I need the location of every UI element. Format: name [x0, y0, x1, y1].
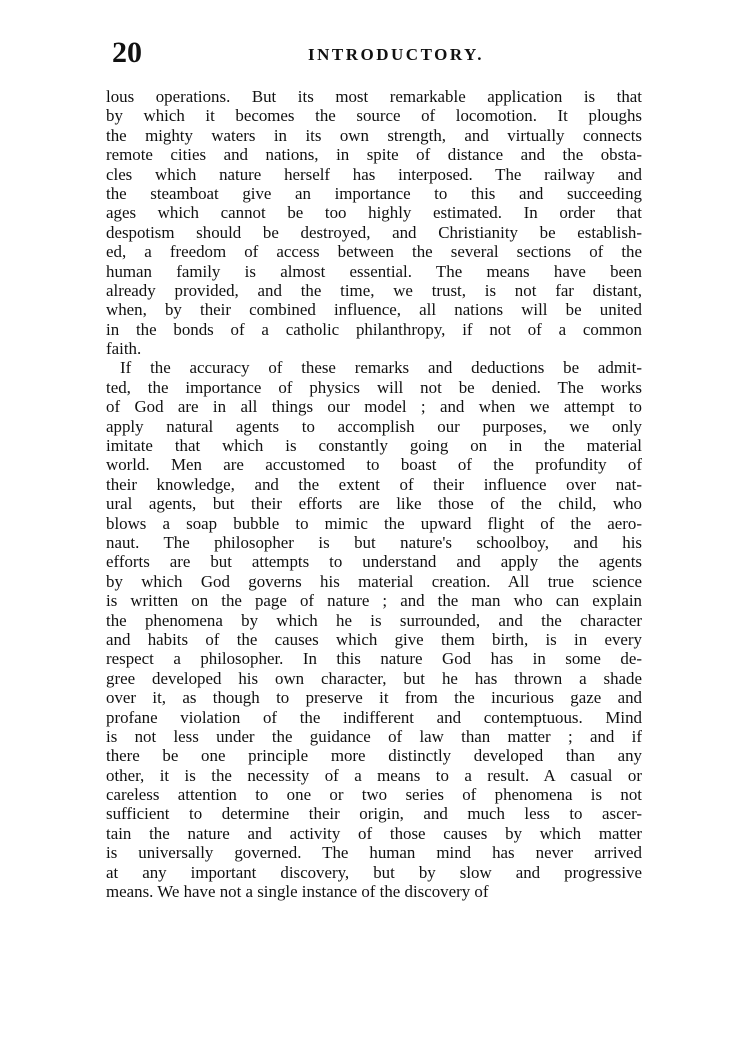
text-line: the phenomena by which he is surrounded, and the character [106, 610, 642, 630]
text-line: sufficient to determine their origin, and much less to ascer- [106, 804, 642, 824]
text-line: despotism should be destroyed, and Christianity be establish- [106, 222, 642, 242]
text-line: in the bonds of a catholic philanthropy, if not of a common [106, 319, 642, 339]
text-line: ages which cannot be too highly estimated. In order that [106, 203, 642, 223]
text-line: at any important discovery, but by slow and progressive [106, 862, 642, 882]
text-line: blows a soap bubble to mimic the upward flight of the aero- [106, 513, 642, 533]
text-line: human family is almost essential. The means have been [106, 261, 642, 281]
text-line: cles which nature herself has interposed. The railway and [106, 164, 642, 184]
text-line: already provided, and the time, we trust, is not far distant, [106, 280, 642, 300]
paragraph [106, 358, 642, 901]
text-line: is universally governed. The human mind has never arrived [106, 843, 642, 863]
text-line: and habits of the causes which give them birth, is in every [106, 629, 642, 649]
text-line: when, by their combined influence, all nations will be united [106, 300, 642, 320]
paragraph [106, 87, 642, 358]
text-line: apply natural agents to accomplish our purposes, we only [106, 416, 642, 436]
text-line: the mighty waters in its own strength, and virtually connects [106, 125, 642, 145]
text-line: tain the nature and activity of those causes by which matter [106, 823, 642, 843]
text-line: ted, the importance of physics will not be denied. The works [106, 377, 642, 397]
text-line: imitate that which is constantly going on in the material [106, 436, 642, 456]
page-header [106, 36, 646, 76]
page-number: 20 [112, 36, 142, 69]
text-line: naut. The philosopher is but nature's schoolboy, and his [106, 532, 642, 552]
paragraph-container [106, 87, 642, 901]
text-line: world. Men are accustomed to boast of the profundity of [106, 455, 642, 475]
text-line: there be one principle more distinctly developed than any [106, 746, 642, 766]
text-line: by which God governs his material creation. All true science [106, 571, 642, 591]
text-line: gree developed his own character, but he has thrown a shade [106, 668, 642, 688]
text-line: ed, a freedom of access between the several sections of the [106, 242, 642, 262]
text-line: the steamboat give an importance to this and succeeding [106, 183, 642, 203]
text-line: lous operations. But its most remarkable application is that [106, 87, 642, 106]
running-head: INTRODUCTORY. [308, 45, 484, 64]
text-line: remote cities and nations, in spite of distance and the obsta- [106, 145, 642, 165]
text-line: over it, as though to preserve it from the incurious gaze and [106, 688, 642, 708]
text-line: careless attention to one or two series of phenomena is not [106, 785, 642, 805]
text-line: of God are in all things our model ; and when we attempt to [106, 397, 642, 417]
text-line: faith. [106, 339, 142, 359]
text-line: is written on the page of nature ; and the man who can explain [106, 591, 642, 611]
text-line: ural agents, but their efforts are like those of the child, who [106, 494, 642, 514]
text-line: means. We have not a single instance of the discovery of [106, 882, 489, 902]
text-line: If the accuracy of these remarks and deductions be admit- [120, 358, 642, 378]
text-line: profane violation of the indifferent and contemptuous. Mind [106, 707, 642, 727]
body-text [106, 87, 642, 901]
text-line: their knowledge, and the extent of their influence over nat- [106, 474, 642, 494]
text-line: other, it is the necessity of a means to a result. A casual or [106, 765, 642, 785]
text-line: respect a philosopher. In this nature God has in some de- [106, 649, 642, 669]
text-line: is not less under the guidance of law than matter ; and if [106, 726, 642, 746]
text-line: by which it becomes the source of locomotion. It ploughs [106, 106, 642, 126]
text-line: efforts are but attempts to understand and apply the agents [106, 552, 642, 572]
